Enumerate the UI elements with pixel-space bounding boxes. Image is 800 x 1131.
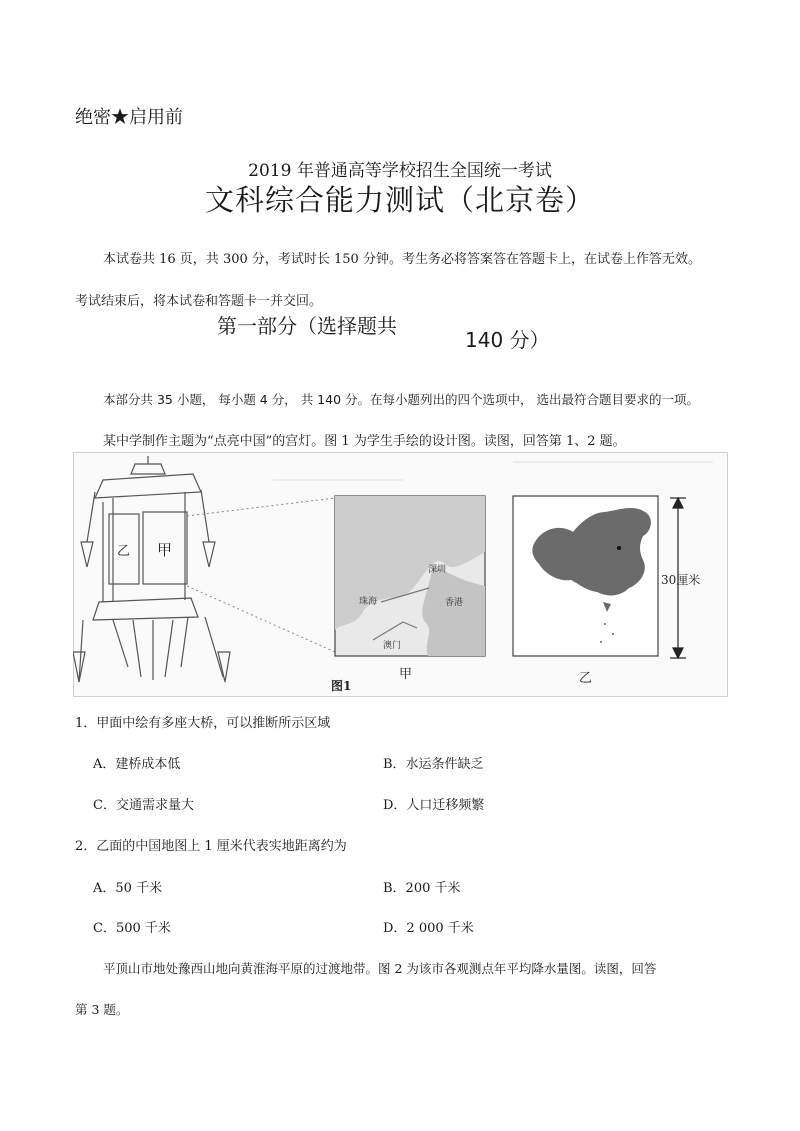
question-2-option-b: B．200 千米 xyxy=(383,881,461,896)
dimension-label: 30厘米 xyxy=(661,573,701,587)
map-label-hongkong: 香港 xyxy=(445,598,464,608)
question-stem-3-line-2: 第 3 题。 xyxy=(75,1002,129,1017)
question-2-option-a: A．50 千米 xyxy=(93,881,163,896)
lantern-label-jia: 甲 xyxy=(157,541,173,559)
figure-label: 图1 xyxy=(331,679,352,693)
panel-yi-map xyxy=(513,496,658,656)
question-1-option-c: C．交通需求量大 xyxy=(93,798,194,813)
part-title-score: 140 分） xyxy=(465,328,550,352)
panel-yi-caption: 乙 xyxy=(579,671,593,686)
part-title: 第一部分（选择题共 xyxy=(217,314,397,338)
panel-jia-caption: 甲 xyxy=(399,667,413,682)
question-2-option-d: D．2 000 千米 xyxy=(383,921,474,936)
question-stem-3-line-1: 平顶山市地处豫西山地向黄淮海平原的过渡地带。图 2 为该市各观测点年平均降水量图。读图，回答 xyxy=(103,961,657,976)
map-label-shenzhen: 深圳 xyxy=(428,565,447,575)
confidential-label: 绝密★启用前 xyxy=(75,107,183,128)
question-2-option-c: C．500 千米 xyxy=(93,921,171,936)
question-1-option-d: D．人口迁移频繁 xyxy=(383,798,485,813)
exam-title: 2019 年普通高等学校招生全国统一考试 xyxy=(248,161,552,181)
question-1-option-b: B．水运条件缺乏 xyxy=(383,757,484,772)
question-1-stem: 1．甲面中绘有多座大桥，可以推断所示区域 xyxy=(75,716,331,731)
map-label-macau: 澳门 xyxy=(383,641,402,651)
part-description: 本部分共 35 小题， 每小题 4 分， 共 140 分。在每小题列出的四个选项中， 选出最符合题目要求的一项。 xyxy=(103,392,699,407)
lantern-label-yi: 乙 xyxy=(117,544,131,559)
instructions-line-1: 本试卷共 16 页，共 300 分，考试时长 150 分钟。考生务必将答案答在答题卡上，在试卷上作答无效。 xyxy=(103,252,701,267)
figure-1 xyxy=(73,452,728,697)
question-2-stem: 2．乙面的中国地图上 1 厘米代表实地距离约为 xyxy=(75,839,347,854)
panel-jia-map xyxy=(335,496,485,656)
question-1-option-a: A．建桥成本低 xyxy=(93,757,181,772)
map-label-zhuhai: 珠海 xyxy=(359,597,378,607)
question-stem-1-2: 某中学制作主题为“点亮中国”的宫灯。图 1 为学生手绘的设计图。读图，回答第 1、2 题。 xyxy=(103,434,626,449)
instructions-line-2: 考试结束后，将本试卷和答题卡一并交回。 xyxy=(75,294,323,309)
exam-subtitle: 文科综合能力测试（北京卷） xyxy=(204,183,595,217)
